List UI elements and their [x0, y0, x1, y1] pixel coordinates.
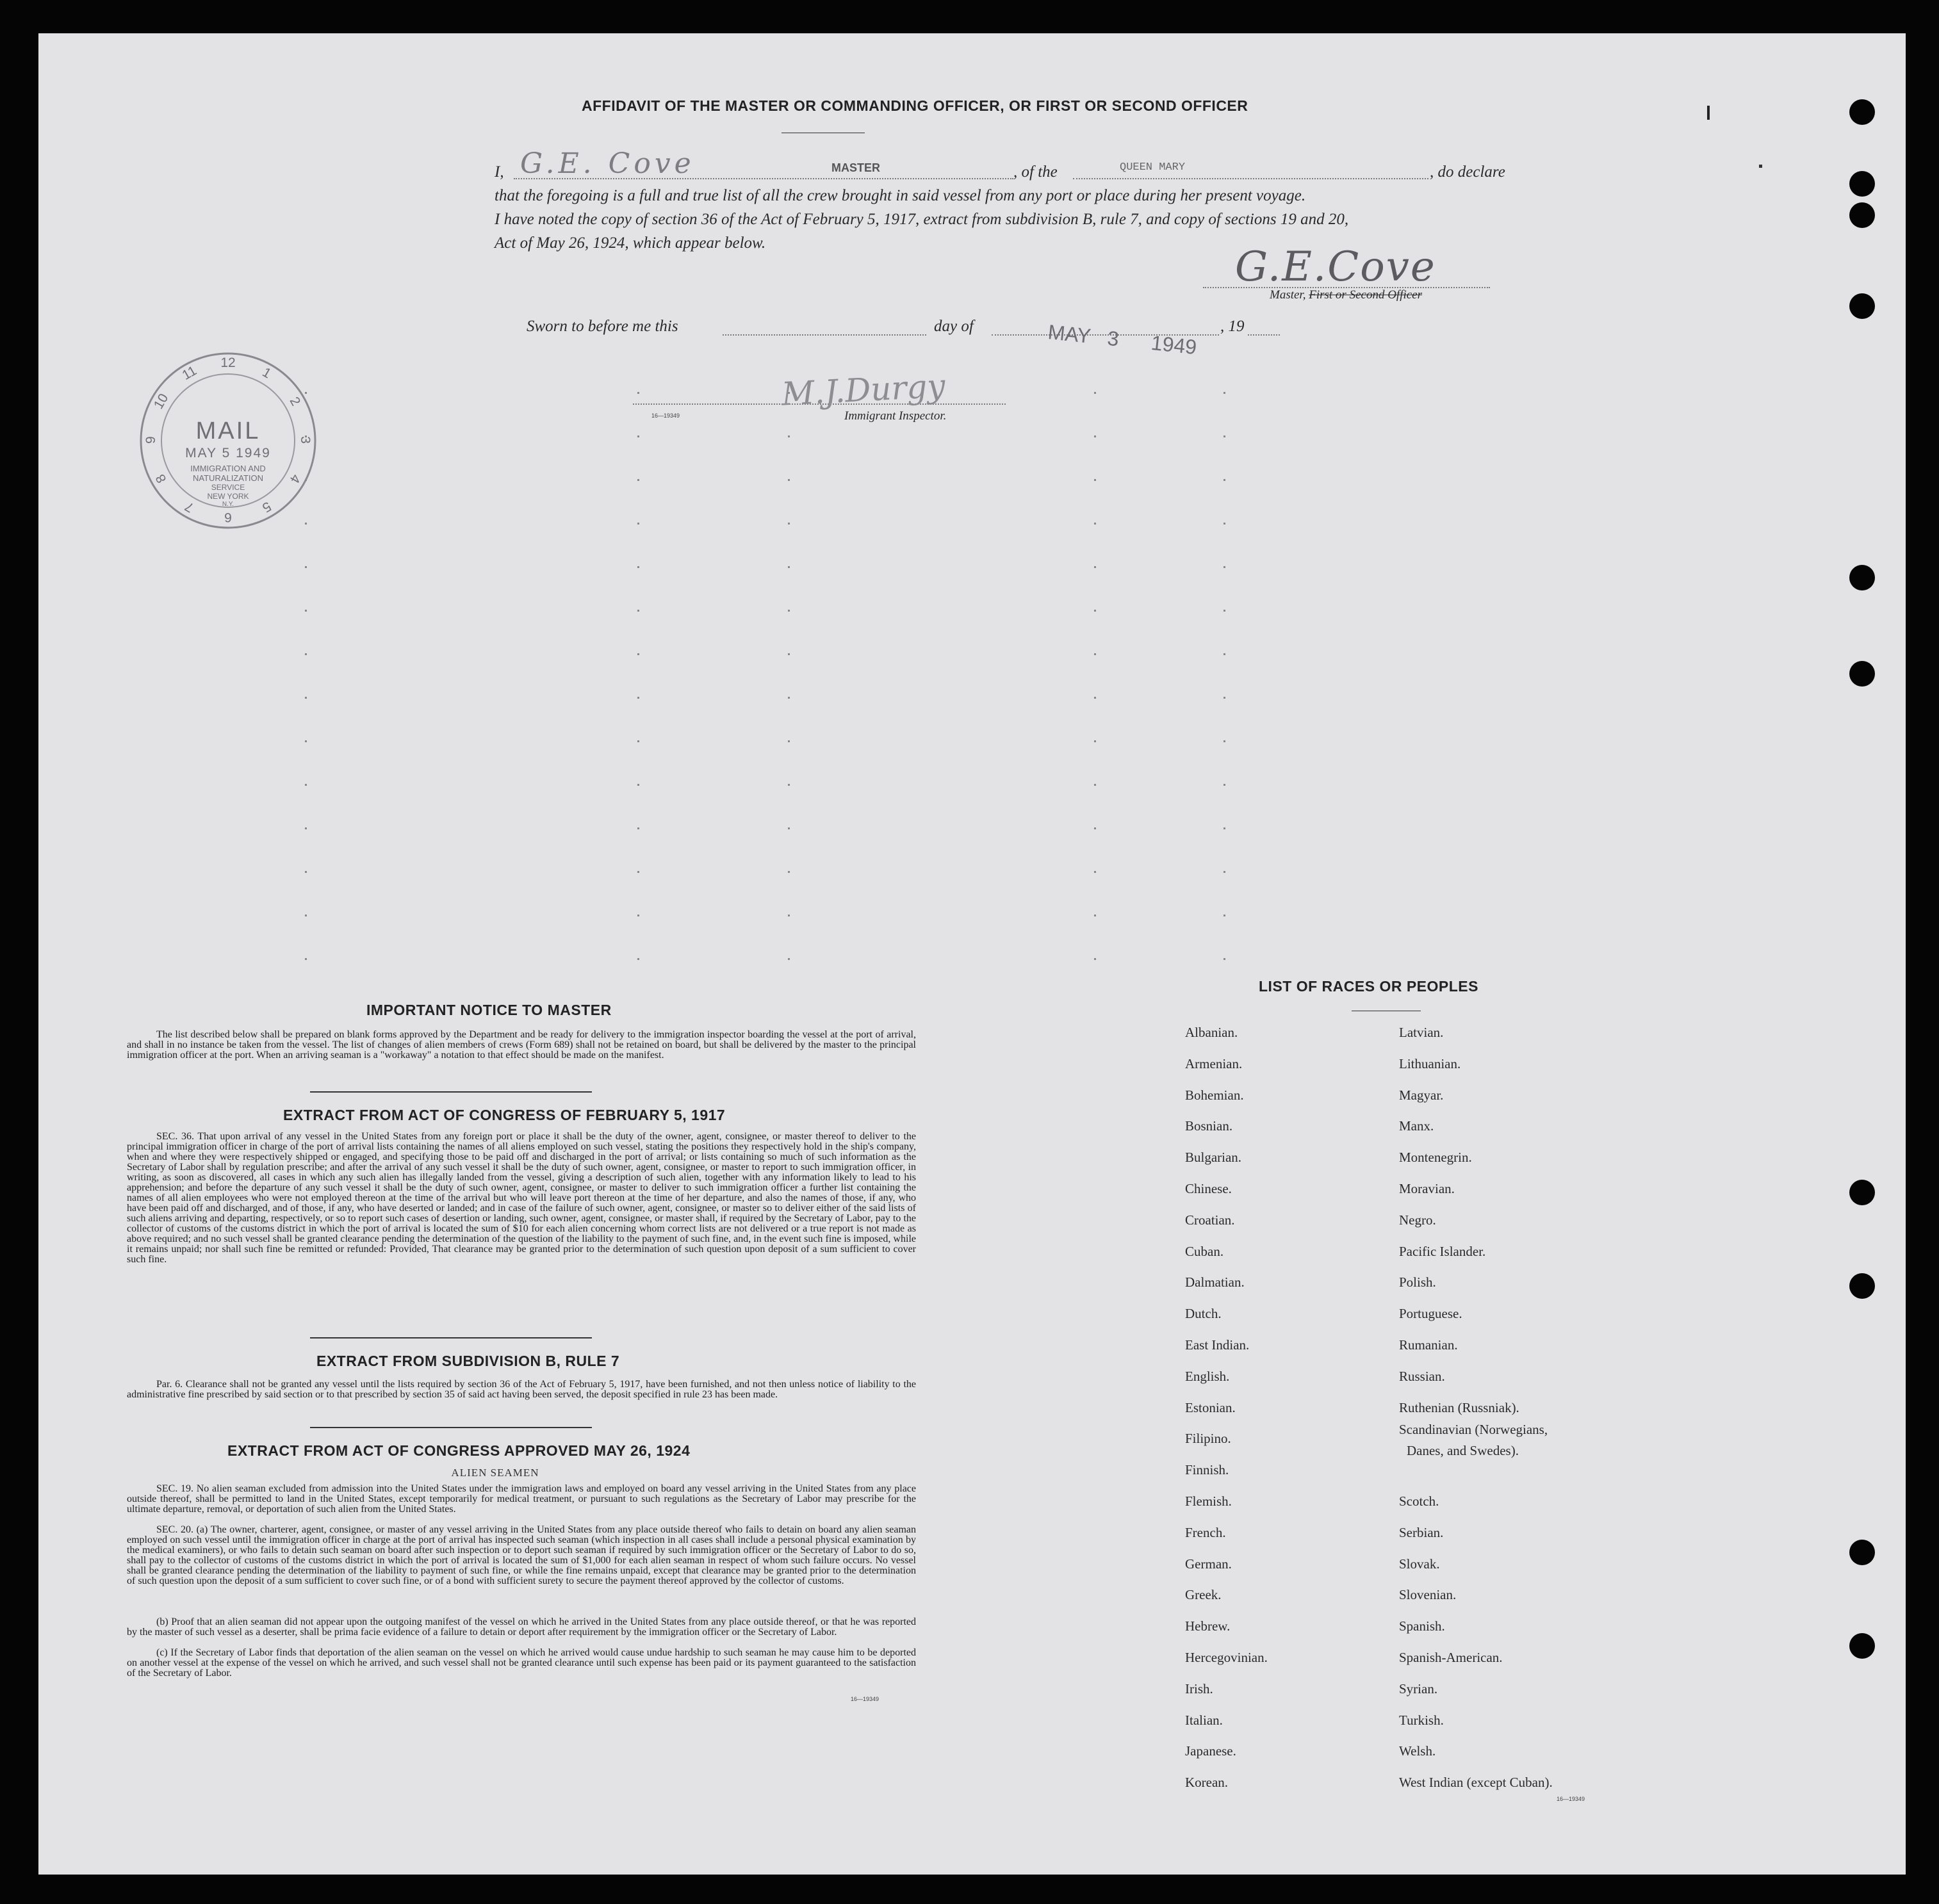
race-item: Rumanian.: [1399, 1337, 1458, 1353]
column-tick: [305, 958, 307, 960]
signer-title-struck: First or Second Officer: [1309, 288, 1423, 302]
declaration-line-3: Act of May 26, 1924, which appear below.: [495, 234, 766, 252]
race-item: Chinese.: [1185, 1181, 1232, 1196]
race-item: Slovak.: [1399, 1556, 1440, 1572]
column-tick: [1094, 653, 1096, 655]
column-tick: [1223, 610, 1225, 612]
manifest-page: [38, 33, 1906, 1875]
column-tick: [788, 523, 790, 525]
column-tick: [1094, 479, 1096, 481]
race-item: Flemish.: [1185, 1493, 1232, 1509]
affidavit-form-number: 16—19349: [651, 412, 680, 419]
race-item: Turkish.: [1399, 1712, 1444, 1728]
column-tick: [305, 610, 307, 612]
column-tick: [788, 915, 790, 916]
column-tick: [1223, 915, 1225, 916]
race-item: Japanese.: [1185, 1743, 1236, 1759]
signer-title: [1270, 288, 1422, 302]
day-of-label: day of: [934, 318, 974, 335]
column-tick: [305, 740, 307, 742]
column-tick: [305, 566, 307, 568]
stamp-hour-number: 2: [286, 394, 304, 409]
race-item: Hebrew.: [1185, 1618, 1231, 1634]
column-tick: [1223, 958, 1225, 960]
race-item: German.: [1185, 1556, 1232, 1572]
master-name-handwritten: G.E. Cove: [520, 147, 695, 180]
of-the-label: , of the: [1013, 163, 1058, 181]
column-tick: [1223, 827, 1225, 829]
sec20a-body: SEC. 20. (a) The owner, charterer, agent, consignee, or master of any vessel arriving in the United States from any place outside thereof who fails to detain on board any alien seaman employed on such vessel until the immigration officer in charge at the port of arrival has inspected such seaman (which inspection in all cases shall include a personal physical examination by the medical examiners), or who fails to detain such seaman on board after such inspection or to deport such seaman if required by such immigration officer or the Secretary of Labor to do so, shall pay to the collector of customs of the customs district in which the port of arrival is located the sum of $1,000 for each alien seaman in respect of whom such failure occurs. No vessel shall be granted clearance pending the determination of the liability to payment of such fine, or while the fine remains unpaid, except that clearance may be granted prior to the determination of such question upon the deposit of a sum sufficient to cover such fine, or of a bond with sufficient surety to secure the payment thereof approved by the collector of customs.: [127, 1524, 916, 1586]
race-item: Bohemian.: [1185, 1087, 1244, 1103]
column-tick: [788, 479, 790, 481]
signer-title-master: Master,: [1270, 288, 1309, 302]
race-item: Filipino.: [1185, 1431, 1231, 1447]
punch-hole: [1849, 661, 1875, 687]
column-tick: [1223, 871, 1225, 873]
column-tick: [788, 958, 790, 960]
stamp-hour-number: 8: [152, 471, 170, 486]
race-item: Estonian.: [1185, 1399, 1236, 1415]
punch-hole: [1849, 1633, 1875, 1659]
stamp-hour-number: 1: [259, 364, 274, 382]
stamp-hour-number: 4: [286, 471, 304, 486]
race-item: Bosnian.: [1185, 1118, 1233, 1134]
rule7-rule: [310, 1427, 592, 1428]
notice-rule: [310, 1091, 592, 1093]
column-tick: [305, 784, 307, 786]
column-tick: [1223, 740, 1225, 742]
master-signature: G.E.Cove: [1235, 243, 1436, 291]
year-prefix-label: , 19: [1220, 318, 1245, 335]
race-item: Scandinavian (Norwegians,: [1399, 1422, 1548, 1438]
column-tick: [1223, 392, 1225, 394]
declaration-line-1: that the foregoing is a full and true list of all the crew brought in said vessel from any port or place during her present voyage.: [495, 187, 1306, 204]
race-item: Welsh.: [1399, 1743, 1436, 1759]
race-item: Greek.: [1185, 1587, 1222, 1603]
race-item: Scotch.: [1399, 1493, 1439, 1509]
column-tick: [637, 871, 639, 873]
stray-mark: [1759, 165, 1762, 168]
notice-body: The list described below shall be prepared on blank forms approved by the Department and be ready for delivery to the immigration inspector boarding the vessel at the port of arrival, and shall in no instance be taken from the vessel. The list of changes of alien members of crews (Form 689) shall not be retained on board, but shall be delivered by the master to the principal immigration officer at the port. When an arriving seaman is a "workaway" a notation to that effect should be made on the manifest.: [127, 1029, 916, 1061]
master-rank-typed: MASTER: [831, 161, 880, 174]
sworn-year-line: [1248, 334, 1280, 336]
race-item: Spanish-American.: [1399, 1650, 1503, 1665]
column-tick: [637, 479, 639, 481]
date-stamp-month: MAY: [1047, 320, 1092, 348]
race-item: Cuban.: [1185, 1243, 1224, 1259]
column-tick: [1223, 435, 1225, 437]
stray-mark: [1707, 106, 1710, 120]
column-tick: [637, 740, 639, 742]
column-tick: [1223, 784, 1225, 786]
race-item: Polish.: [1399, 1274, 1436, 1290]
column-tick: [305, 827, 307, 829]
race-item: Hercegovinian.: [1185, 1650, 1268, 1665]
stamp-hour-number: 5: [259, 498, 274, 516]
column-tick: [1094, 523, 1096, 525]
punch-hole: [1849, 293, 1875, 319]
declaration-line-2: I have noted the copy of section 36 of the Act of February 5, 1917, extract from subdivision B, rule 7, and copy of sections 19 and 20,: [495, 211, 1349, 228]
extract-1924-title: EXTRACT FROM ACT OF CONGRESS APPROVED MAY 26, 1924: [227, 1442, 691, 1459]
notice-title: IMPORTANT NOTICE TO MASTER: [366, 1002, 612, 1018]
inspector-signature: M.J.Durgy: [780, 367, 946, 413]
sec20c-body: (c) If the Secretary of Labor finds that deportation of the alien seaman on the vessel on which he arrived would cause undue hardship to such seaman he may cause him to be deported on another vessel at the expense of the vessel on which he arrived, and such vessel shall not be granted clearance until such expense has been paid or its payment guaranteed to the satisfaction of the Secretary of Labor.: [127, 1647, 916, 1679]
race-item: Croatian.: [1185, 1212, 1235, 1228]
column-tick: [1094, 697, 1096, 699]
stamp-hour-number: 9: [143, 436, 158, 444]
race-item: Portuguese.: [1399, 1306, 1462, 1322]
extract-1917-body: SEC. 36. That upon arrival of any vessel in the United States from any foreign port or place it shall be the duty of the owner, agent, consignee, or master thereof to deliver to the principal immigration officer in charge of the port of arrival lists containing the names of all aliens employed on such vessel, stating the positions they respectively hold in the ship's company, when and where they were respectively shipped or engaged, and specifying those to be paid off and discharged in the port of arrival; or lists containing so much of such information as the Secretary of Labor shall by regulation prescribe; and after the arrival of any such vessel it shall be the duty of such owner, agent, consignee, or master to report to such immigration officer, in writing, as soon as discovered, all cases in which any such alien has illegally landed from the vessel, giving a description of such alien, together with any information likely to lead to his apprehension; and before the departure of any such vessel it shall be the duty of such owner, agent, consignee, or master to deliver to such immigration officer a further list containing the names of all alien employees who were not employed thereon at the time of the arrival but who will leave port thereon at the time of her departure, and also the names of those, if any, who have been paid off and discharged, and of those, if any, who have deserted or landed; and in case of the failure of such owner, agent, consignee, or master so to deliver either of the said lists of such aliens arriving and departing, respectively, or so to report such cases of desertion or landing, such owner, agent, consignee, or master shall, if required by the Secretary of Labor, pay to the collector of customs of the customs district in which the port of arrival is located the sum of $10 for each alien concerning whom correct lists are not delivered or a true report is not made as above required; and no such vessel shall be granted clearance pending the determination of the question of the liability to the payment of such fine, and, in the event such fine is imposed, while it remains unpaid; nor shall such fine be remitted or refunded: Provided, That clearance may be granted prior to the determination of such question upon deposit of a sum sufficient to cover such fine.: [127, 1131, 916, 1265]
race-item: English.: [1185, 1368, 1230, 1384]
stamp-hour-number: 11: [179, 363, 199, 384]
extract-1917-title: EXTRACT FROM ACT OF CONGRESS OF FEBRUARY 5, 1917: [283, 1107, 726, 1123]
races-form-number: 16—19349: [1557, 1796, 1585, 1802]
column-tick: [637, 566, 639, 568]
stamp-hour-number: 10: [151, 391, 172, 412]
punch-hole: [1849, 99, 1875, 125]
column-tick: [637, 827, 639, 829]
race-item: Latvian.: [1399, 1025, 1444, 1040]
race-item: Magyar.: [1399, 1087, 1444, 1103]
stamp-hour-number: 12: [220, 355, 236, 370]
race-item: French.: [1185, 1524, 1226, 1540]
race-item: Montenegrin.: [1399, 1150, 1472, 1166]
race-item: Dutch.: [1185, 1306, 1222, 1322]
column-tick: [637, 523, 639, 525]
stamp-hour-number: 7: [182, 498, 197, 516]
race-item-scandinavian-cont: Danes, and Swedes).: [1407, 1443, 1519, 1458]
sec19-body: SEC. 19. No alien seaman excluded from admission into the United States under the immigration laws and employed on board any vessel arriving in the United States from any place outside thereof, shall be permitted to land in the United States, except temporarily for medical treatment, or pursuant to such regulations as the Secretary of Labor may prescribe for the ultimate departure, removal, or deportation of such alien from the United States.: [127, 1483, 916, 1515]
extract-1917-rule: [310, 1337, 592, 1338]
column-tick: [1094, 435, 1096, 437]
vessel-name-typed: QUEEN MARY: [1120, 161, 1186, 174]
race-item: Irish.: [1185, 1680, 1213, 1697]
stamp-line-3: SERVICE: [211, 483, 245, 492]
stamp-date: MAY 5 1949: [185, 446, 271, 460]
punch-hole: [1849, 202, 1875, 228]
column-tick: [788, 740, 790, 742]
mail-received-stamp: [138, 351, 318, 530]
punch-hole: [1849, 565, 1875, 590]
race-item: Negro.: [1399, 1212, 1436, 1228]
column-tick: [788, 653, 790, 655]
stamp-hour-number: 6: [224, 510, 232, 525]
column-tick: [1094, 610, 1096, 612]
column-tick: [637, 392, 639, 394]
race-item: Bulgarian.: [1185, 1150, 1242, 1166]
column-tick: [637, 697, 639, 699]
column-tick: [788, 610, 790, 612]
column-tick: [788, 827, 790, 829]
punch-hole: [1849, 1180, 1875, 1205]
sec20b-body: (b) Proof that an alien seaman did not appear upon the outgoing manifest of the vessel on which he arrived in the United States from any place outside thereof, or that he was reported by the master of such vessel as a deserter, shall be prima facie evidence of a failure to detain or deport after requirement by the immigration officer or the Secretary of Labor.: [127, 1616, 916, 1638]
column-tick: [1223, 566, 1225, 568]
stamp-line-1: IMMIGRATION AND: [190, 464, 266, 473]
affidavit-title: AFFIDAVIT OF THE MASTER OR COMMANDING OFFICER, OR FIRST OR SECOND OFFICER: [582, 97, 1248, 114]
race-item: Albanian.: [1185, 1025, 1238, 1040]
alien-seamen-subtitle: ALIEN SEAMEN: [451, 1467, 539, 1479]
races-title: LIST OF RACES OR PEOPLES: [1259, 978, 1478, 995]
notice-form-number: 16—19349: [851, 1696, 880, 1702]
column-tick: [1094, 784, 1096, 786]
race-item: Slovenian.: [1399, 1587, 1457, 1603]
column-tick: [788, 871, 790, 873]
column-tick: [1094, 566, 1096, 568]
column-tick: [1094, 915, 1096, 916]
column-tick: [1094, 827, 1096, 829]
stamp-hour-number: 3: [298, 436, 313, 444]
column-tick: [1094, 392, 1096, 394]
column-tick: [1223, 479, 1225, 481]
column-tick: [1094, 871, 1096, 873]
column-tick: [1223, 523, 1225, 525]
rule7-title: EXTRACT FROM SUBDIVISION B, RULE 7: [316, 1353, 620, 1369]
race-item: Manx.: [1399, 1118, 1434, 1134]
race-item: West Indian (except Cuban).: [1399, 1775, 1553, 1791]
race-item: Spanish.: [1399, 1618, 1445, 1634]
race-item: Finnish.: [1185, 1462, 1229, 1478]
race-item: Armenian.: [1185, 1055, 1243, 1071]
punch-hole: [1849, 1540, 1875, 1565]
date-stamp-day: 3: [1106, 326, 1120, 351]
punch-hole: [1849, 171, 1875, 197]
column-tick: [1094, 740, 1096, 742]
race-item: Dalmatian.: [1185, 1274, 1245, 1290]
race-item: Moravian.: [1399, 1181, 1455, 1196]
race-item: Pacific Islander.: [1399, 1243, 1486, 1259]
date-stamp: [1047, 320, 1198, 359]
stamp-mail-label: MAIL: [195, 418, 261, 444]
column-tick: [637, 784, 639, 786]
punch-hole: [1849, 1273, 1875, 1299]
column-tick: [305, 871, 307, 873]
column-tick: [788, 435, 790, 437]
column-tick: [1223, 697, 1225, 699]
rule7-body: Par. 6. Clearance shall not be granted any vessel until the lists required by section 36 of the Act of February 5, 1917, have been furnished, and not then unless notice of liability to the administrative fine prescribed by said section or to that prescribed by section 35 of said act having been served, the deposit specified in rule 23 has been made.: [127, 1379, 916, 1400]
vessel-name-line: [1073, 178, 1428, 179]
declaration-i-label: I,: [495, 163, 504, 181]
column-tick: [305, 915, 307, 916]
race-item: East Indian.: [1185, 1337, 1250, 1353]
column-tick: [305, 653, 307, 655]
race-item: Italian.: [1185, 1712, 1223, 1728]
column-tick: [788, 697, 790, 699]
stamp-line-5: N.Y.: [222, 501, 234, 508]
column-tick: [637, 610, 639, 612]
race-item: Syrian.: [1399, 1680, 1438, 1697]
column-tick: [788, 784, 790, 786]
sworn-day-line: [723, 334, 926, 336]
column-tick: [637, 915, 639, 916]
column-tick: [1223, 653, 1225, 655]
column-tick: [1094, 958, 1096, 960]
column-tick: [788, 566, 790, 568]
inspector-label: Immigrant Inspector.: [844, 409, 947, 423]
race-item: Russian.: [1399, 1368, 1445, 1384]
sworn-label: Sworn to before me this: [527, 318, 678, 335]
do-declare-label: , do declare: [1430, 163, 1505, 181]
race-item: Korean.: [1185, 1775, 1229, 1791]
column-tick: [637, 958, 639, 960]
column-tick: [637, 653, 639, 655]
column-tick: [637, 435, 639, 437]
race-item: Lithuanian.: [1399, 1055, 1461, 1071]
column-tick: [305, 697, 307, 699]
stamp-line-4: NEW YORK: [207, 492, 249, 501]
race-item: Ruthenian (Russniak).: [1399, 1399, 1519, 1415]
race-item: Serbian.: [1399, 1524, 1444, 1540]
date-stamp-year: 1949: [1150, 330, 1198, 359]
stamp-line-2: NATURALIZATION: [192, 473, 264, 483]
